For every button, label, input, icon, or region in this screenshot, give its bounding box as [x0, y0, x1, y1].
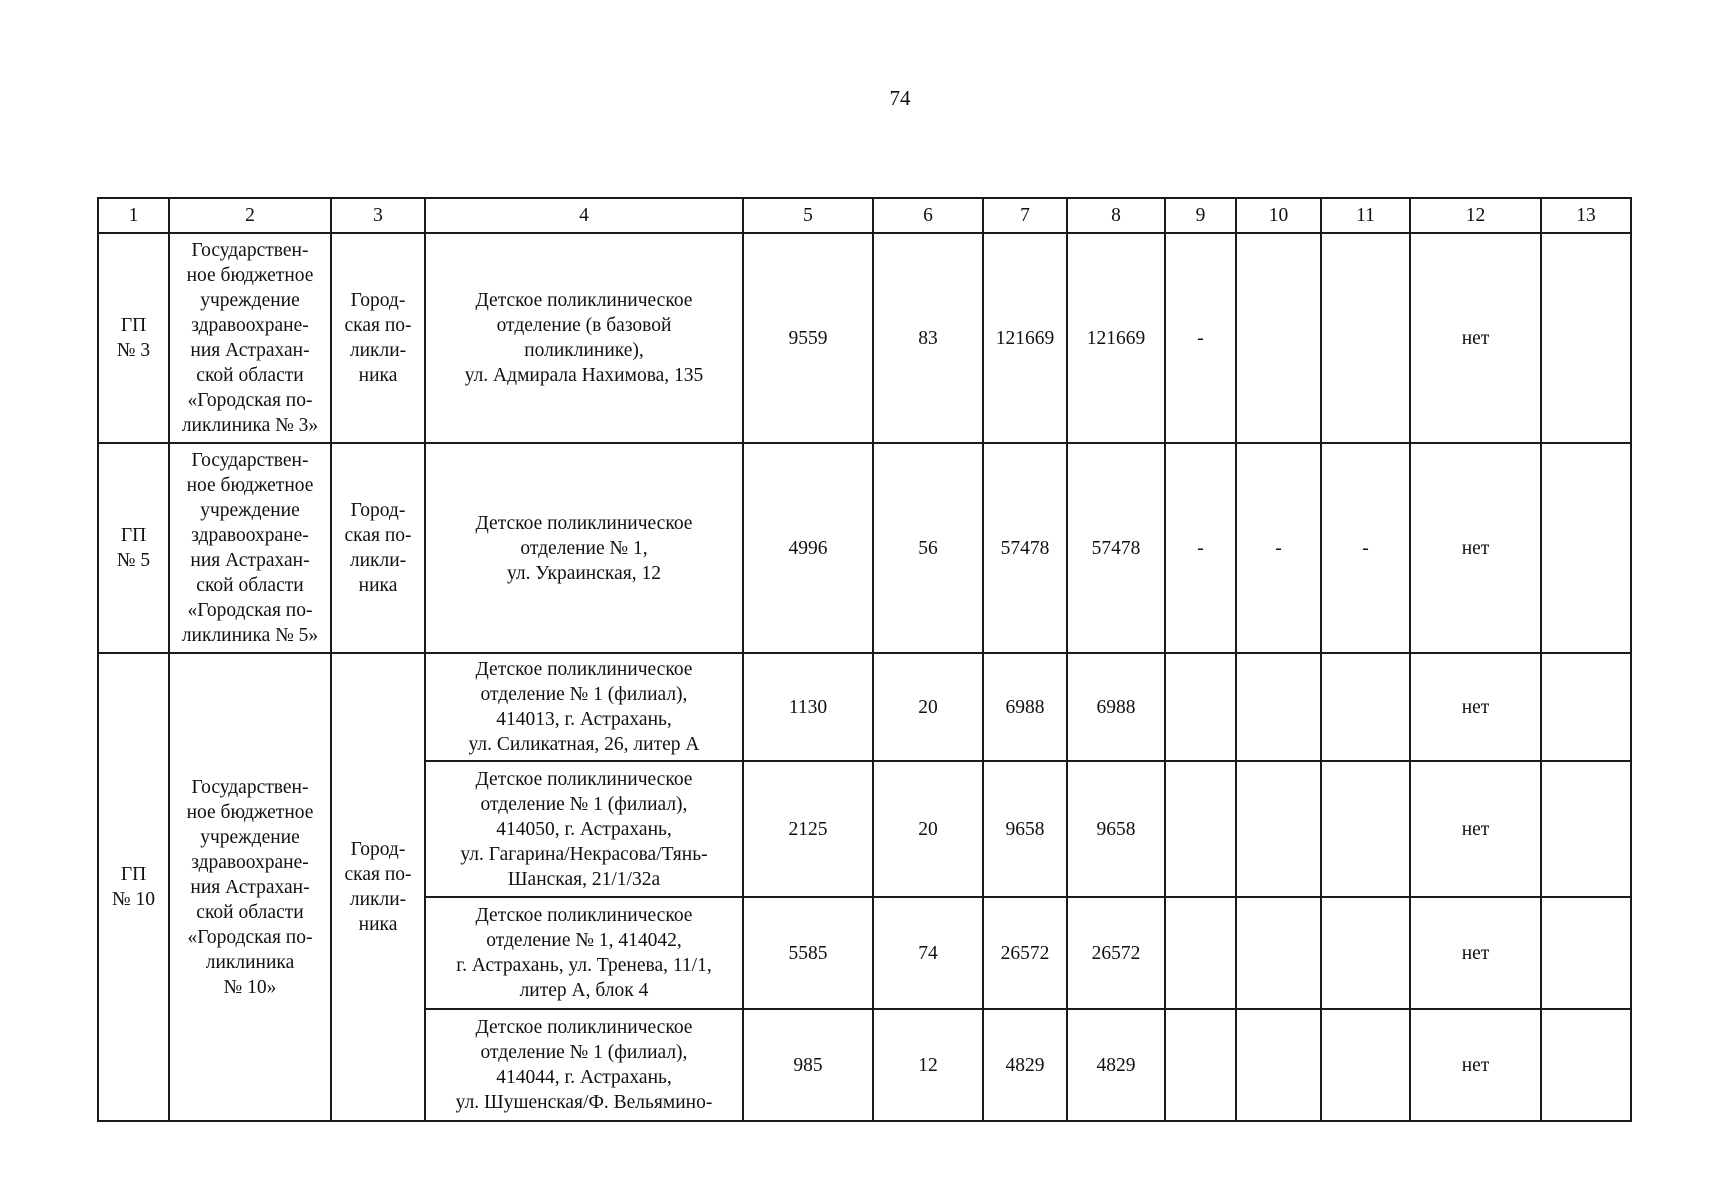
column-number: 3	[331, 198, 425, 233]
column-9-cell: -	[1165, 233, 1236, 443]
column-12-cell: нет	[1410, 897, 1541, 1009]
column-number: 9	[1165, 198, 1236, 233]
column-6-cell: 20	[873, 653, 983, 761]
column-11-cell	[1321, 233, 1410, 443]
column-6-cell: 56	[873, 443, 983, 653]
department-address-cell: Детское поликлиническое отделение № 1, ул. Украинская, 12	[425, 443, 743, 653]
column-8-cell: 121669	[1067, 233, 1165, 443]
department-address-cell: Детское поликлиническое отделение № 1 (филиал), 414013, г. Астрахань, ул. Силикатная, 26, литер А	[425, 653, 743, 761]
column-11-cell	[1321, 1009, 1410, 1121]
facility-code-cell: ГП № 10	[98, 653, 169, 1121]
column-10-cell	[1236, 897, 1321, 1009]
column-6-cell: 20	[873, 761, 983, 897]
column-9-cell	[1165, 761, 1236, 897]
column-7-cell: 4829	[983, 1009, 1067, 1121]
column-9-cell	[1165, 897, 1236, 1009]
column-11-cell	[1321, 897, 1410, 1009]
column-number: 12	[1410, 198, 1541, 233]
column-5-cell: 1130	[743, 653, 873, 761]
column-11-cell	[1321, 653, 1410, 761]
page-number: 74	[889, 86, 911, 110]
column-5-cell: 9559	[743, 233, 873, 443]
table-row	[98, 443, 1631, 653]
facility-code-cell: ГП № 5	[98, 443, 169, 653]
column-11-cell	[1321, 761, 1410, 897]
column-7-cell: 26572	[983, 897, 1067, 1009]
column-8-cell: 4829	[1067, 1009, 1165, 1121]
column-9-cell	[1165, 1009, 1236, 1121]
organization-name-cell: Государствен- ное бюджетное учреждение здравоохране- ния Астрахан- ской области «Городская по- ликлиника № 5»	[169, 443, 331, 653]
column-5-cell: 5585	[743, 897, 873, 1009]
column-7-cell: 9658	[983, 761, 1067, 897]
department-address-cell: Детское поликлиническое отделение (в базовой поликлинике), ул. Адмирала Нахимова, 135	[425, 233, 743, 443]
column-10-cell	[1236, 761, 1321, 897]
column-12-cell: нет	[1410, 653, 1541, 761]
column-9-cell: -	[1165, 443, 1236, 653]
organization-name-cell: Государствен- ное бюджетное учреждение здравоохране- ния Астрахан- ской области «Городская по- ликлиника № 3»	[169, 233, 331, 443]
column-number: 11	[1321, 198, 1410, 233]
column-13-cell	[1541, 443, 1631, 653]
department-address-cell: Детское поликлиническое отделение № 1 (филиал), 414044, г. Астрахань, ул. Шушенская/Ф. Вельямино-	[425, 1009, 743, 1121]
column-12-cell: нет	[1410, 761, 1541, 897]
department-address-cell: Детское поликлиническое отделение № 1, 414042, г. Астрахань, ул. Тренева, 11/1, литер А, блок 4	[425, 897, 743, 1009]
column-number: 4	[425, 198, 743, 233]
column-12-cell: нет	[1410, 233, 1541, 443]
column-12-cell: нет	[1410, 1009, 1541, 1121]
table-row	[98, 653, 1631, 761]
column-13-cell	[1541, 897, 1631, 1009]
facilities-table	[97, 197, 1632, 1122]
column-6-cell: 12	[873, 1009, 983, 1121]
column-5-cell: 985	[743, 1009, 873, 1121]
column-number: 7	[983, 198, 1067, 233]
column-11-cell: -	[1321, 443, 1410, 653]
column-13-cell	[1541, 1009, 1631, 1121]
column-7-cell: 57478	[983, 443, 1067, 653]
column-8-cell: 9658	[1067, 761, 1165, 897]
column-5-cell: 2125	[743, 761, 873, 897]
column-number-row	[98, 198, 1631, 233]
column-5-cell: 4996	[743, 443, 873, 653]
column-12-cell: нет	[1410, 443, 1541, 653]
column-6-cell: 74	[873, 897, 983, 1009]
column-number: 10	[1236, 198, 1321, 233]
column-10-cell: -	[1236, 443, 1321, 653]
column-13-cell	[1541, 653, 1631, 761]
column-6-cell: 83	[873, 233, 983, 443]
column-9-cell	[1165, 653, 1236, 761]
column-number: 1	[98, 198, 169, 233]
column-10-cell	[1236, 233, 1321, 443]
column-7-cell: 121669	[983, 233, 1067, 443]
facility-type-cell: Город- ская по- ликли- ника	[331, 233, 425, 443]
facility-type-cell: Город- ская по- ликли- ника	[331, 443, 425, 653]
facility-code-cell: ГП № 3	[98, 233, 169, 443]
facility-type-cell: Город- ская по- ликли- ника	[331, 653, 425, 1121]
column-7-cell: 6988	[983, 653, 1067, 761]
column-8-cell: 26572	[1067, 897, 1165, 1009]
column-number: 8	[1067, 198, 1165, 233]
column-number: 6	[873, 198, 983, 233]
column-10-cell	[1236, 1009, 1321, 1121]
column-10-cell	[1236, 653, 1321, 761]
column-13-cell	[1541, 761, 1631, 897]
column-number: 13	[1541, 198, 1631, 233]
organization-name-cell: Государствен- ное бюджетное учреждение здравоохране- ния Астрахан- ской области «Городская по- ликлиника № 10»	[169, 653, 331, 1121]
column-8-cell: 57478	[1067, 443, 1165, 653]
column-number: 5	[743, 198, 873, 233]
column-13-cell	[1541, 233, 1631, 443]
column-8-cell: 6988	[1067, 653, 1165, 761]
column-number: 2	[169, 198, 331, 233]
department-address-cell: Детское поликлиническое отделение № 1 (филиал), 414050, г. Астрахань, ул. Гагарина/Некрасова/Тянь- Шанская, 21/1/32а	[425, 761, 743, 897]
table-row	[98, 233, 1631, 443]
